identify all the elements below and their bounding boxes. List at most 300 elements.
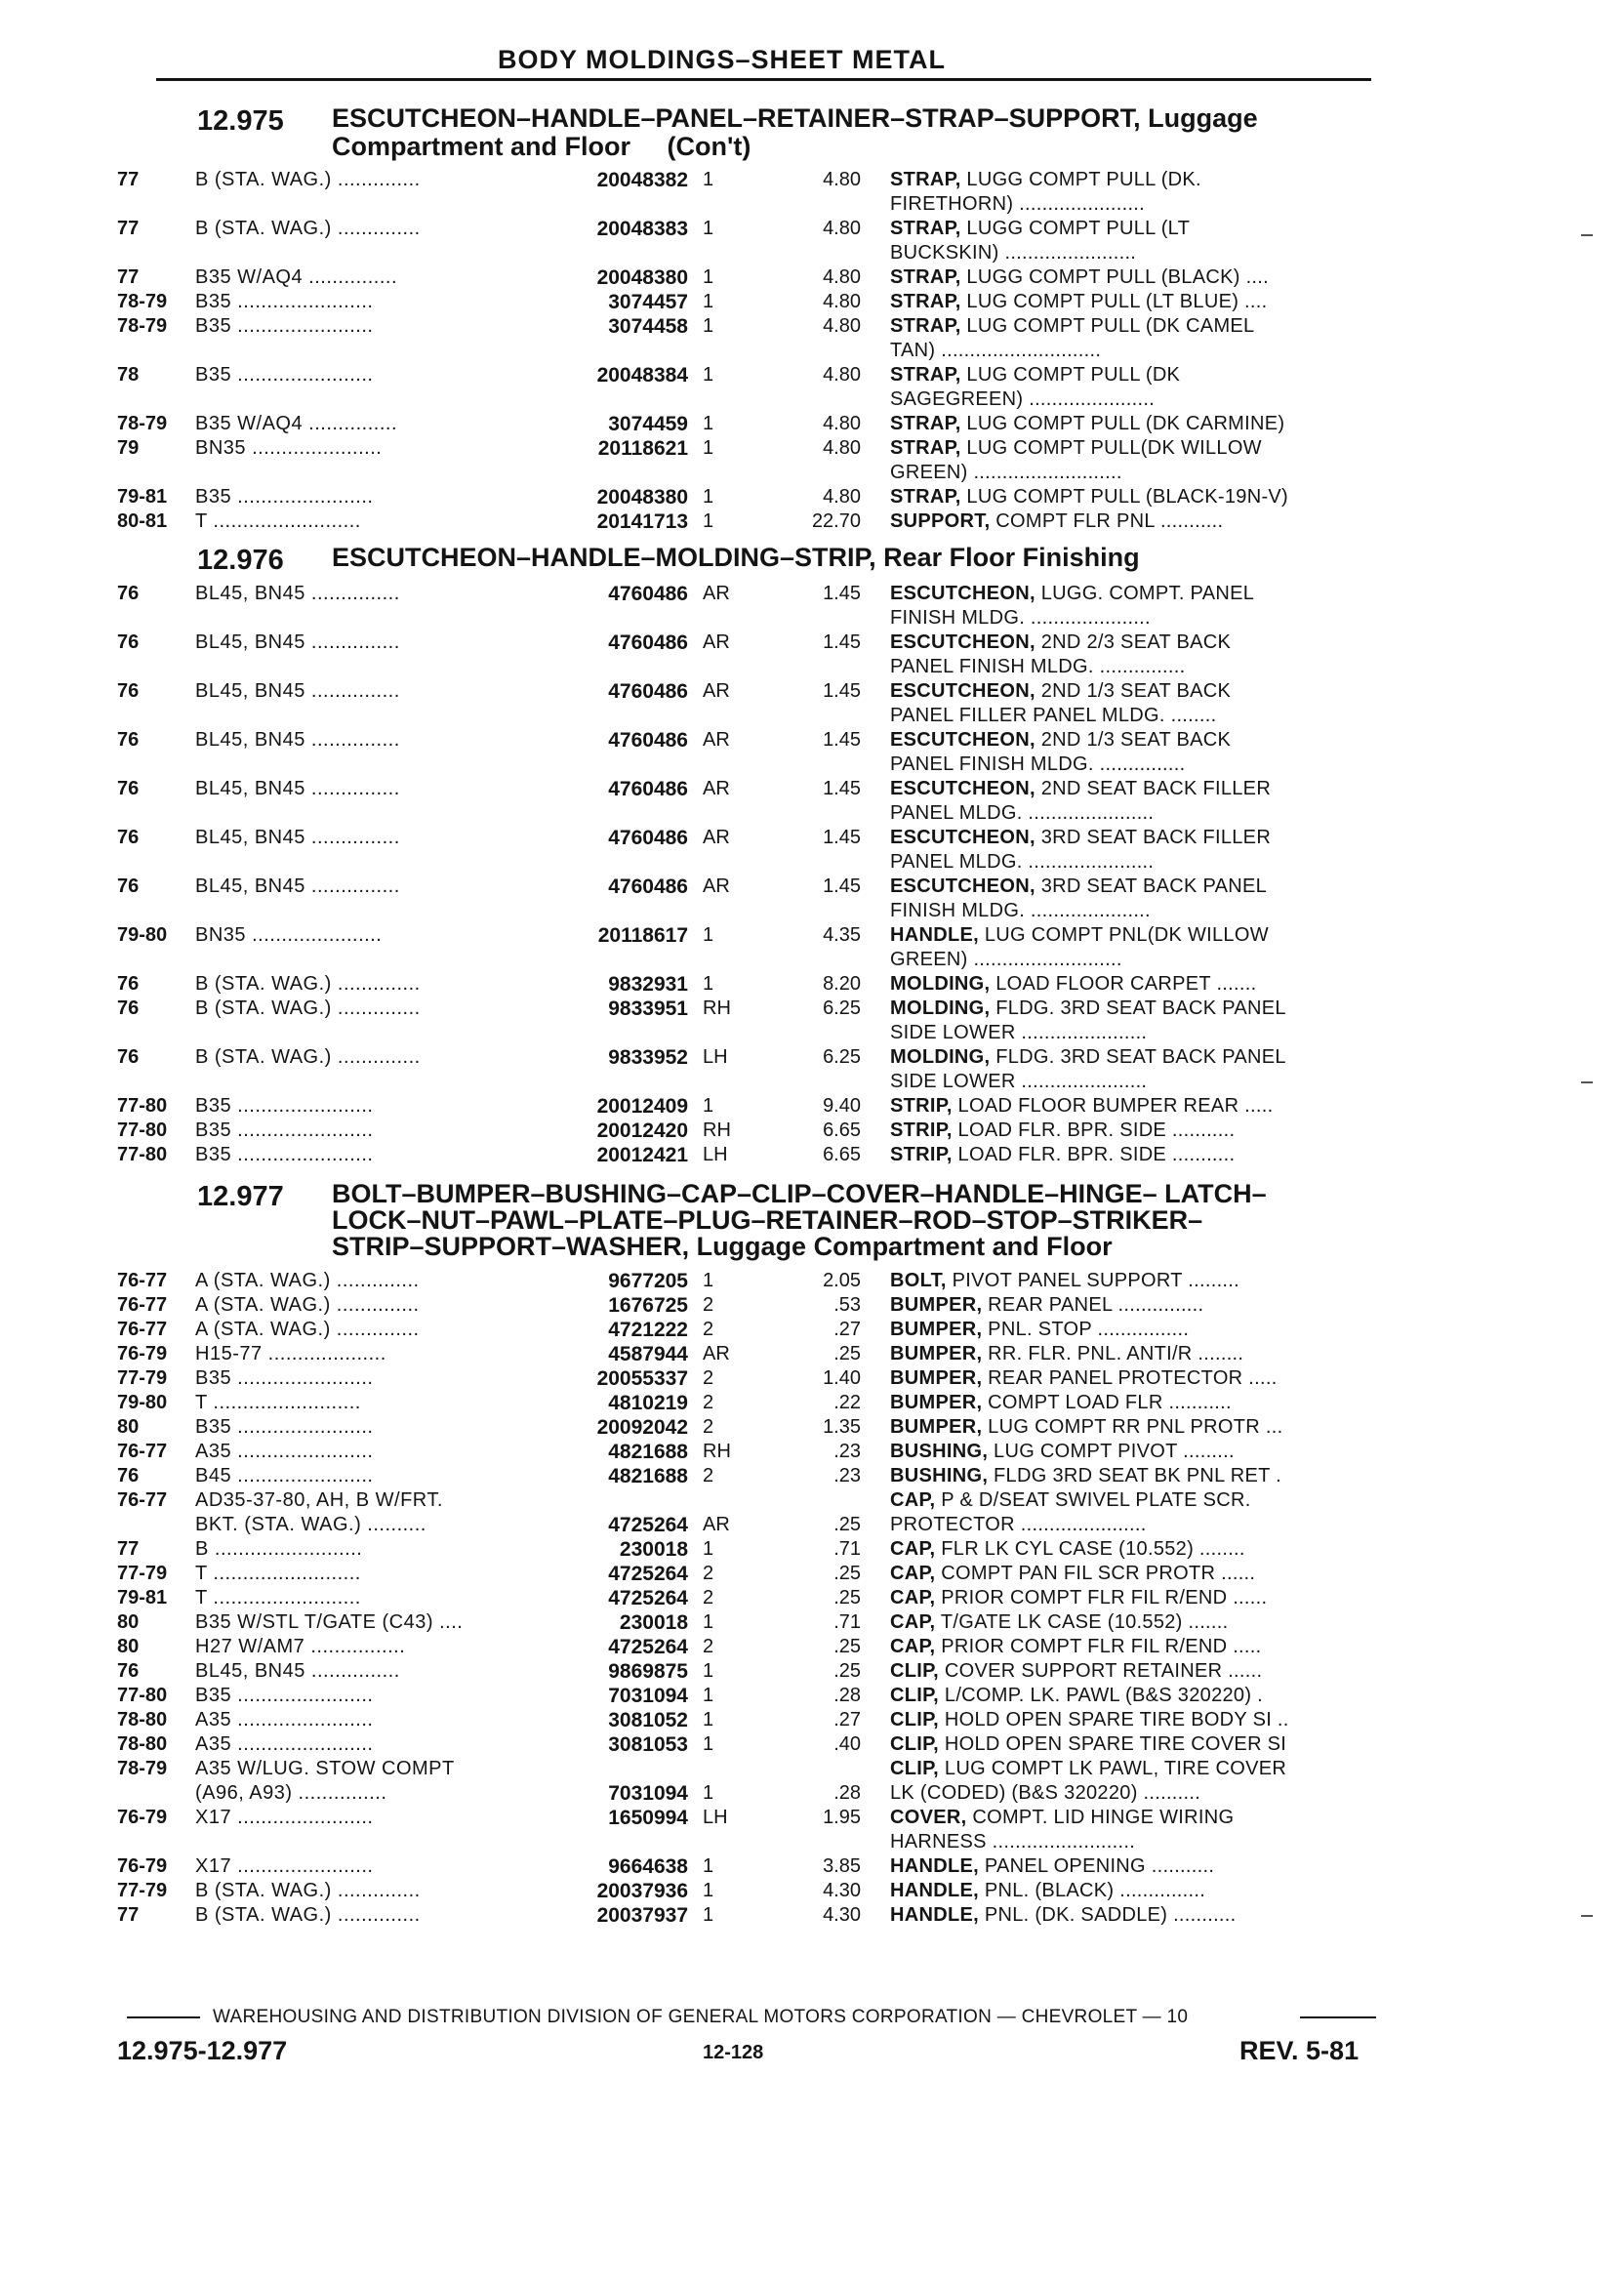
part-number-cell: 7031094: [608, 1782, 688, 1805]
description-keyword: STRIP,: [890, 1120, 953, 1141]
quantity-cell: AR: [703, 729, 730, 751]
table-row: [0, 1391, 1624, 1415]
model-cell: A35 .......................: [195, 1441, 374, 1462]
description-cell: [890, 1537, 1378, 1562]
year-cell: 76: [117, 778, 140, 799]
year-cell: 76-77: [117, 1489, 168, 1511]
price-cell: .28: [833, 1685, 861, 1706]
description-cell: [890, 1318, 1378, 1342]
price-cell: .28: [833, 1782, 861, 1804]
model-cell: B .........................: [195, 1538, 363, 1560]
quantity-cell: 1: [703, 1611, 714, 1633]
price-cell: 9.40: [823, 1095, 861, 1117]
price-cell: .25: [833, 1636, 861, 1657]
part-number-cell: 4725264: [608, 1563, 688, 1585]
description-text: LUG COMPT PNL(DK WILLOW GREEN) ..........................: [890, 924, 1269, 970]
part-number-cell: 3081053: [608, 1733, 688, 1756]
table-row: [0, 1366, 1624, 1391]
description-keyword: CLIP,: [890, 1660, 940, 1682]
table-row: [0, 1854, 1624, 1879]
table-row: [0, 582, 1624, 631]
table-row: [0, 485, 1624, 509]
year-cell: 80: [117, 1636, 140, 1657]
part-number-cell: 20012420: [596, 1120, 688, 1142]
description-text: LOAD FLOOR CARPET .......: [990, 973, 1257, 995]
model-cell: B35 .......................: [195, 1144, 374, 1165]
description-text: LUG COMPT LK PAWL, TIRE COVER LK (CODED) (B&S 320220) ..........: [890, 1758, 1287, 1804]
description-cell: [890, 412, 1378, 436]
quantity-cell: AR: [703, 1514, 730, 1535]
model-cell: B35 .......................: [195, 1367, 374, 1389]
description-text: 3RD SEAT BACK PANEL FINISH MLDG. .....................: [890, 875, 1268, 921]
description-text: 2ND 1/3 SEAT BACK PANEL FINISH MLDG. ...............: [890, 729, 1232, 775]
model-cell: B35 W/AQ4 ...............: [195, 413, 398, 434]
price-cell: 22.70: [811, 510, 861, 532]
price-cell: .53: [833, 1294, 861, 1316]
description-cell: [890, 363, 1378, 412]
year-cell: 78-80: [117, 1733, 168, 1755]
description-cell: [890, 1415, 1378, 1440]
description-text: PANEL OPENING ...........: [979, 1855, 1215, 1877]
description-text: LUG COMPT PIVOT .........: [988, 1441, 1235, 1462]
price-cell: 1.40: [823, 1367, 861, 1389]
description-keyword: CAP,: [890, 1489, 936, 1511]
model-cell: BN35 ......................: [195, 924, 383, 946]
description-text: PRIOR COMPT FLR FIL R/END ......: [935, 1587, 1268, 1608]
year-cell: 76: [117, 973, 140, 995]
model-cell: H27 W/AM7 ................: [195, 1636, 406, 1657]
price-cell: 6.65: [823, 1144, 861, 1165]
year-cell: 80-81: [117, 510, 168, 532]
price-cell: .71: [833, 1538, 861, 1560]
parts-table: [0, 168, 1624, 534]
price-cell: 4.80: [823, 291, 861, 312]
table-row: [0, 1488, 1624, 1537]
description-keyword: HANDLE,: [890, 1880, 979, 1901]
model-cell: A (STA. WAG.) ..............: [195, 1270, 420, 1291]
section-number: 12.977: [197, 1181, 284, 1212]
model-cell: H15-77 ....................: [195, 1343, 386, 1364]
table-row: [0, 826, 1624, 875]
part-number-cell: 20037937: [596, 1904, 688, 1927]
model-cell: B35 .......................: [195, 291, 374, 312]
description-text: LUG COMPT PULL (BLACK-19N-V): [960, 486, 1289, 508]
description-keyword: STRAP,: [890, 218, 961, 239]
description-keyword: STRAP,: [890, 266, 961, 288]
description-keyword: COVER,: [890, 1807, 967, 1828]
description-cell: [890, 777, 1378, 826]
description-cell: [890, 290, 1378, 314]
quantity-cell: RH: [703, 1441, 731, 1462]
quantity-cell: 1: [703, 510, 714, 532]
description-keyword: CLIP,: [890, 1733, 940, 1755]
part-number-cell: 20012421: [596, 1144, 688, 1166]
year-cell: 77: [117, 169, 140, 190]
description-cell: [890, 1879, 1378, 1903]
year-cell: 78-79: [117, 291, 168, 312]
part-number-cell: 4760486: [608, 778, 688, 800]
model-cell: A (STA. WAG.) ..............: [195, 1319, 420, 1340]
year-cell: 77: [117, 266, 140, 288]
price-cell: .25: [833, 1514, 861, 1535]
quantity-cell: AR: [703, 583, 730, 604]
description-text: LUG COMPT PULL (LT BLUE) ....: [960, 291, 1268, 312]
price-cell: .25: [833, 1660, 861, 1682]
price-cell: .23: [833, 1441, 861, 1462]
description-cell: [890, 1366, 1378, 1391]
part-number-cell: 20048384: [596, 364, 688, 387]
description-text: 3RD SEAT BACK FILLER PANEL MLDG. ......................: [890, 827, 1272, 873]
year-cell: 77: [117, 1904, 140, 1926]
page-header-title: BODY MOLDINGS–SHEET METAL: [498, 45, 947, 74]
part-number-cell: 1650994: [608, 1807, 688, 1829]
quantity-cell: 1: [703, 364, 714, 386]
year-cell: 76-77: [117, 1441, 168, 1462]
description-text: LUG COMPT PULL (DK SAGEGREEN) ......................: [890, 364, 1181, 410]
description-cell: [890, 1684, 1378, 1708]
part-number-cell: 9677205: [608, 1270, 688, 1292]
price-cell: .25: [833, 1563, 861, 1584]
description-text: COVER SUPPORT RETAINER ......: [939, 1660, 1263, 1682]
price-cell: 1.45: [823, 680, 861, 702]
year-cell: 77-80: [117, 1095, 168, 1117]
description-keyword: MOLDING,: [890, 973, 991, 995]
margin-mark: [1581, 1915, 1593, 1917]
year-cell: 78-79: [117, 1758, 168, 1779]
price-cell: .40: [833, 1733, 861, 1755]
description-text: LUGG. COMPT. PANEL FINISH MLDG. .....................: [890, 583, 1255, 629]
table-row: [0, 1537, 1624, 1562]
part-number-cell: 4725264: [608, 1514, 688, 1536]
year-cell: 79-80: [117, 924, 168, 946]
table-row: [0, 363, 1624, 412]
model-cell: T .........................: [195, 1563, 361, 1584]
description-cell: [890, 1806, 1378, 1854]
year-cell: 76: [117, 631, 140, 653]
description-text: L/COMP. LK. PAWL (B&S 320220) .: [939, 1685, 1264, 1706]
description-keyword: BUMPER,: [890, 1367, 983, 1389]
table-row: [0, 1610, 1624, 1635]
part-number-cell: 20012409: [596, 1095, 688, 1118]
description-keyword: BUMPER,: [890, 1416, 983, 1438]
section-number: 12.975: [197, 105, 284, 137]
quantity-cell: 1: [703, 1538, 714, 1560]
model-cell: BL45, BN45 ...............: [195, 778, 400, 799]
year-cell: 79-81: [117, 486, 168, 508]
table-row: [0, 290, 1624, 314]
year-cell: 77-79: [117, 1880, 168, 1901]
model-cell: BL45, BN45 ...............: [195, 729, 400, 751]
price-cell: 4.80: [823, 315, 861, 337]
table-row: [0, 1464, 1624, 1488]
price-cell: .25: [833, 1343, 861, 1364]
description-text: LOAD FLOOR BUMPER REAR .....: [952, 1095, 1274, 1117]
quantity-cell: 1: [703, 1904, 714, 1926]
description-cell: [890, 923, 1378, 972]
model-cell: B (STA. WAG.) ..............: [195, 1046, 421, 1068]
quantity-cell: 2: [703, 1319, 714, 1340]
table-row: [0, 1094, 1624, 1119]
table-row: [0, 777, 1624, 826]
model-cell: T .........................: [195, 1392, 361, 1413]
description-keyword: CAP,: [890, 1563, 936, 1584]
section-title: BOLT–BUMPER–BUSHING–CAP–CLIP–COVER–HANDLE–HINGE– LATCH– LOCK–NUT–PAWL–PLATE–PLUG–RETAINER–ROD–STOP–STRIKER– STRIP–SUPPORT–WASHER, Luggage Compartment and Floor: [332, 1179, 1267, 1261]
quantity-cell: 1: [703, 486, 714, 508]
description-text: PRIOR COMPT FLR FIL R/END .....: [935, 1636, 1262, 1657]
description-cell: [890, 485, 1378, 509]
description-keyword: BUSHING,: [890, 1465, 989, 1486]
quantity-cell: LH: [703, 1807, 728, 1828]
year-cell: 76-79: [117, 1855, 168, 1877]
price-cell: 1.45: [823, 827, 861, 848]
model-cell: B35 .......................: [195, 1416, 374, 1438]
model-cell: B (STA. WAG.) ..............: [195, 973, 421, 995]
model-cell: B35 W/AQ4 ...............: [195, 266, 398, 288]
table-row: [0, 1318, 1624, 1342]
table-row: [0, 1806, 1624, 1854]
table-row: [0, 168, 1624, 217]
price-cell: 4.80: [823, 437, 861, 459]
description-text: LUG COMPT PULL(DK WILLOW GREEN) ..........................: [890, 437, 1262, 483]
price-cell: 1.45: [823, 583, 861, 604]
description-cell: [890, 168, 1378, 217]
table-row: [0, 1342, 1624, 1366]
description-keyword: SUPPORT,: [890, 510, 991, 532]
description-keyword: BOLT,: [890, 1270, 947, 1291]
description-text: LOAD FLR. BPR. SIDE ...........: [952, 1144, 1236, 1165]
table-row: [0, 314, 1624, 363]
price-cell: 6.25: [823, 998, 861, 1019]
description-keyword: BUSHING,: [890, 1441, 989, 1462]
table-row: [0, 1143, 1624, 1167]
section-number: 12.976: [197, 545, 284, 576]
description-cell: [890, 314, 1378, 363]
model-cell: A (STA. WAG.) ..............: [195, 1294, 420, 1316]
table-row: [0, 1440, 1624, 1464]
part-number-cell: 20048380: [596, 486, 688, 509]
price-cell: 1.45: [823, 778, 861, 799]
part-number-cell: 7031094: [608, 1685, 688, 1707]
year-cell: 77: [117, 1538, 140, 1560]
part-number-cell: 20141713: [596, 510, 688, 533]
description-cell: [890, 1732, 1378, 1757]
year-cell: 77-80: [117, 1685, 168, 1706]
description-cell: [890, 875, 1378, 923]
description-keyword: STRAP,: [890, 364, 961, 386]
year-cell: 78-80: [117, 1709, 168, 1730]
description-keyword: STRIP,: [890, 1095, 953, 1117]
price-cell: 4.80: [823, 413, 861, 434]
table-row: [0, 436, 1624, 485]
section-title: ESCUTCHEON–HANDLE–PANEL–RETAINER–STRAP–SUPPORT, Luggage: [332, 103, 1258, 133]
quantity-cell: RH: [703, 1120, 731, 1141]
description-cell: [890, 1094, 1378, 1119]
footer-division: WAREHOUSING AND DISTRIBUTION DIVISION OF GENERAL MOTORS CORPORATION — CHEVROLET — 10: [213, 2007, 1189, 2027]
description-cell: [890, 972, 1378, 997]
description-cell: [890, 1440, 1378, 1464]
description-cell: [890, 1708, 1378, 1732]
year-cell: 76: [117, 1465, 140, 1486]
description-text: PIVOT PANEL SUPPORT .........: [946, 1270, 1239, 1291]
model-cell: B35 .......................: [195, 364, 374, 386]
year-cell: 76: [117, 875, 140, 897]
quantity-cell: LH: [703, 1046, 728, 1068]
model-cell: AD35-37-80, AH, B W/FRT. BKT. (STA. WAG.) ..........: [195, 1489, 443, 1535]
description-text: COMPT PAN FIL SCR PROTR ......: [935, 1563, 1256, 1584]
model-cell: BL45, BN45 ...............: [195, 583, 400, 604]
part-number-cell: 20048380: [596, 266, 688, 289]
table-row: [0, 1879, 1624, 1903]
section-title: ESCUTCHEON–HANDLE–MOLDING–STRIP, Rear Floor Finishing: [332, 543, 1140, 572]
description-keyword: CLIP,: [890, 1709, 940, 1730]
year-cell: 76: [117, 729, 140, 751]
description-text: LUGG COMPT PULL (LT BUCKSKIN) .......................: [890, 218, 1191, 264]
quantity-cell: 2: [703, 1465, 714, 1486]
quantity-cell: 2: [703, 1392, 714, 1413]
description-text: LUGG COMPT PULL (BLACK) ....: [960, 266, 1270, 288]
table-row: [0, 217, 1624, 265]
part-number-cell: 4821688: [608, 1465, 688, 1487]
quantity-cell: 1: [703, 266, 714, 288]
quantity-cell: 1: [703, 1709, 714, 1730]
part-number-cell: 9832931: [608, 973, 688, 996]
quantity-cell: 1: [703, 973, 714, 995]
description-keyword: BUMPER,: [890, 1319, 983, 1340]
year-cell: 80: [117, 1416, 140, 1438]
price-cell: 1.45: [823, 631, 861, 653]
price-cell: .27: [833, 1319, 861, 1340]
year-cell: 76: [117, 680, 140, 702]
description-cell: [890, 509, 1378, 534]
part-number-cell: 3074458: [608, 315, 688, 338]
quantity-cell: 1: [703, 1095, 714, 1117]
year-cell: 76: [117, 1046, 140, 1068]
description-cell: [890, 265, 1378, 290]
model-cell: B35 .......................: [195, 315, 374, 337]
description-keyword: HANDLE,: [890, 1904, 979, 1926]
part-number-cell: 20092042: [596, 1416, 688, 1439]
part-number-cell: 20048383: [596, 218, 688, 240]
table-row: [0, 1635, 1624, 1659]
part-number-cell: 4760486: [608, 583, 688, 605]
table-row: [0, 1903, 1624, 1928]
year-cell: 76-79: [117, 1343, 168, 1364]
description-keyword: CAP,: [890, 1538, 936, 1560]
part-number-cell: 20055337: [596, 1367, 688, 1390]
description-text: COMPT LOAD FLR ...........: [982, 1392, 1232, 1413]
price-cell: 1.45: [823, 875, 861, 897]
description-cell: [890, 1119, 1378, 1143]
part-number-cell: 4725264: [608, 1587, 688, 1609]
quantity-cell: 1: [703, 218, 714, 239]
description-cell: [890, 1391, 1378, 1415]
quantity-cell: 1: [703, 169, 714, 190]
description-cell: [890, 728, 1378, 777]
quantity-cell: LH: [703, 1144, 728, 1165]
model-cell: BN35 ......................: [195, 437, 383, 459]
table-row: [0, 1415, 1624, 1440]
model-cell: A35 .......................: [195, 1709, 374, 1730]
model-cell: B35 .......................: [195, 1685, 374, 1706]
quantity-cell: 1: [703, 291, 714, 312]
model-cell: B (STA. WAG.) ..............: [195, 1880, 421, 1901]
description-cell: [890, 1659, 1378, 1684]
model-cell: B (STA. WAG.) ..............: [195, 998, 421, 1019]
model-cell: A35 .......................: [195, 1733, 374, 1755]
margin-mark: [1581, 234, 1593, 236]
table-row: [0, 679, 1624, 728]
parts-table: [0, 582, 1624, 1167]
footer-page-number: 12-128: [703, 2042, 764, 2063]
model-cell: B45 .......................: [195, 1465, 374, 1486]
year-cell: 78-79: [117, 413, 168, 434]
price-cell: 4.80: [823, 218, 861, 239]
part-number-cell: 4721222: [608, 1319, 688, 1341]
description-keyword: ESCUTCHEON,: [890, 631, 1035, 653]
description-cell: [890, 1045, 1378, 1094]
table-row: [0, 631, 1624, 679]
year-cell: 79-81: [117, 1587, 168, 1608]
price-cell: .25: [833, 1587, 861, 1608]
table-row: [0, 1708, 1624, 1732]
price-cell: 4.80: [823, 266, 861, 288]
quantity-cell: AR: [703, 827, 730, 848]
price-cell: 1.35: [823, 1416, 861, 1438]
price-cell: .22: [833, 1392, 861, 1413]
model-cell: B (STA. WAG.) ..............: [195, 1904, 421, 1926]
part-number-cell: 3081052: [608, 1709, 688, 1731]
price-cell: 8.20: [823, 973, 861, 995]
description-text: FLR LK CYL CASE (10.552) ........: [935, 1538, 1245, 1560]
table-row: [0, 1659, 1624, 1684]
description-text: REAR PANEL ...............: [982, 1294, 1204, 1316]
quantity-cell: AR: [703, 631, 730, 653]
description-cell: [890, 826, 1378, 875]
model-cell: B (STA. WAG.) ..............: [195, 169, 421, 190]
model-cell: BL45, BN45 ...............: [195, 631, 400, 653]
description-keyword: STRIP,: [890, 1144, 953, 1165]
description-text: REAR PANEL PROTECTOR .....: [982, 1367, 1278, 1389]
description-keyword: STRAP,: [890, 315, 961, 337]
section-subtitle: Compartment and Floor (Con't): [332, 132, 751, 161]
table-row: [0, 1684, 1624, 1708]
year-cell: 76: [117, 827, 140, 848]
price-cell: 4.30: [823, 1904, 861, 1926]
table-row: [0, 412, 1624, 436]
quantity-cell: AR: [703, 680, 730, 702]
description-keyword: STRAP,: [890, 486, 961, 508]
description-text: 2ND 2/3 SEAT BACK PANEL FINISH MLDG. ...............: [890, 631, 1232, 677]
quantity-cell: 2: [703, 1636, 714, 1657]
year-cell: 77-80: [117, 1120, 168, 1141]
model-cell: X17 .......................: [195, 1855, 374, 1877]
price-cell: 1.45: [823, 729, 861, 751]
quantity-cell: 1: [703, 437, 714, 459]
description-text: FLDG. 3RD SEAT BACK PANEL SIDE LOWER ......................: [890, 1046, 1286, 1092]
description-keyword: CAP,: [890, 1611, 936, 1633]
table-row: [0, 997, 1624, 1045]
price-cell: 4.30: [823, 1880, 861, 1901]
margin-mark: [1581, 1081, 1593, 1083]
quantity-cell: 1: [703, 1880, 714, 1901]
description-cell: [890, 1562, 1378, 1586]
year-cell: 76-79: [117, 1807, 168, 1828]
quantity-cell: 1: [703, 1855, 714, 1877]
footer-rule-right: [1300, 2016, 1376, 2018]
part-number-cell: 230018: [619, 1611, 688, 1634]
table-row: [0, 875, 1624, 923]
description-text: 2ND SEAT BACK FILLER PANEL MLDG. ......................: [890, 778, 1272, 824]
